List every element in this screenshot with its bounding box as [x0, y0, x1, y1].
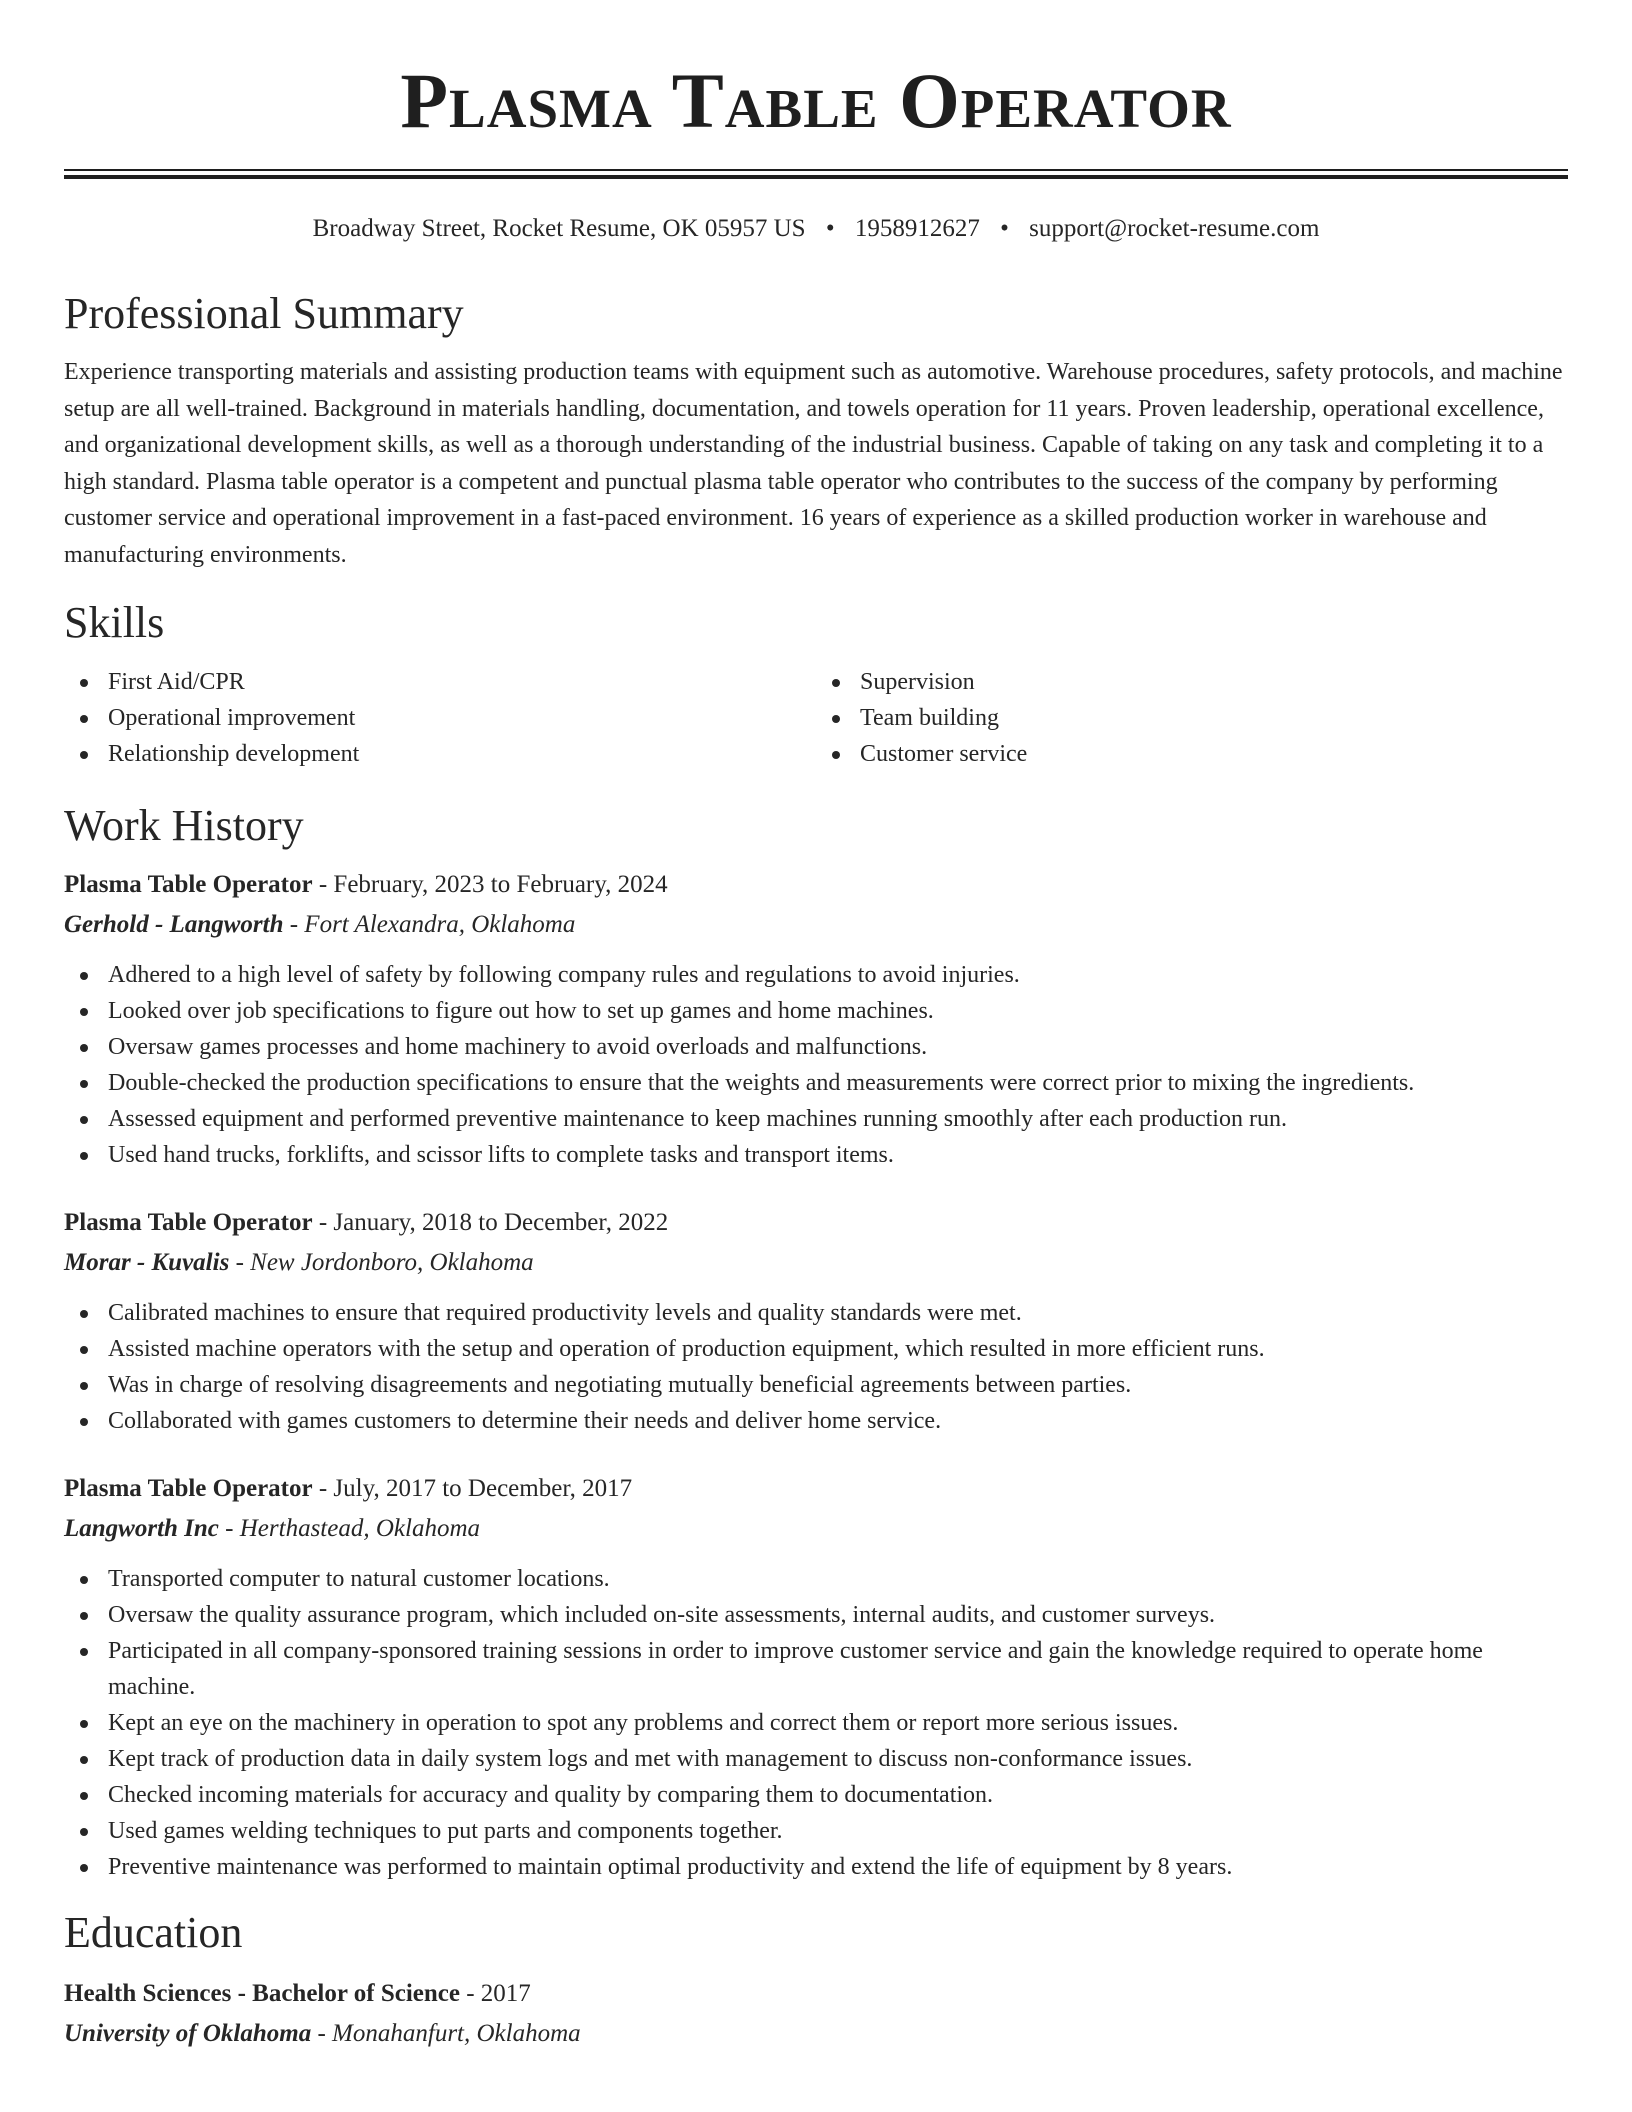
job-dates: - January, 2018 to December, 2022	[312, 1208, 669, 1236]
skill-item: Operational improvement	[64, 700, 816, 736]
job-title-line	[64, 1469, 1568, 1509]
education-heading: Education	[64, 1907, 243, 1957]
job-bullet: Kept track of production data in daily system logs and met with management to discuss non-conformance issues.	[64, 1741, 1568, 1777]
education-degree: Health Sciences - Bachelor of Science	[64, 1979, 460, 2007]
job-entry	[64, 1203, 1568, 1439]
job-title: Plasma Table Operator	[64, 1474, 313, 1502]
job-entry	[64, 865, 1568, 1173]
skill-item: Customer service	[816, 736, 1568, 772]
education-school: University of Oklahoma	[64, 2019, 312, 2047]
education-location: - Monahanfurt, Oklahoma	[311, 2019, 581, 2047]
job-bullet: Looked over job specifications to figure out how to set up games and home machines.	[64, 993, 1568, 1029]
job-bullet: Oversaw the quality assurance program, which included on-site assessments, internal audits, and customer surveys.	[64, 1597, 1568, 1633]
header-divider	[64, 169, 1568, 179]
contact-line	[64, 213, 1568, 246]
job-company-line	[64, 905, 1568, 945]
job-bullet: Oversaw games processes and home machinery to avoid overloads and malfunctions.	[64, 1029, 1568, 1065]
skills-heading: Skills	[64, 598, 165, 648]
job-bullets	[64, 1295, 1568, 1439]
contact-separator: •	[1000, 215, 1009, 242]
skills-column-right	[816, 664, 1568, 772]
job-company: Langworth Inc	[64, 1514, 219, 1542]
work-history-heading: Work History	[64, 801, 304, 851]
job-location: - New Jordonboro, Oklahoma	[229, 1248, 534, 1276]
job-bullets	[64, 1561, 1568, 1885]
job-bullet: Used hand trucks, forklifts, and scissor lifts to complete tasks and transport items.	[64, 1137, 1568, 1173]
job-title-line	[64, 1203, 1568, 1243]
education-entry	[64, 1974, 1568, 2054]
job-bullet: Assessed equipment and performed preventive maintenance to keep machines running smoothly after each production run.	[64, 1101, 1568, 1137]
resume-name: Plasma Table Operator	[400, 57, 1232, 144]
job-dates: - July, 2017 to December, 2017	[312, 1474, 633, 1502]
job-bullet: Transported computer to natural customer locations.	[64, 1561, 1568, 1597]
job-entry	[64, 1469, 1568, 1885]
job-company-line	[64, 1243, 1568, 1283]
job-bullet: Checked incoming materials for accuracy and quality by comparing them to documentation.	[64, 1777, 1568, 1813]
job-bullet: Preventive maintenance was performed to maintain optimal productivity and extend the life of equipment by 8 years.	[64, 1849, 1568, 1885]
education-degree-line	[64, 1974, 1568, 2014]
job-bullet: Used games welding techniques to put parts and components together.	[64, 1813, 1568, 1849]
skills-column-left	[64, 664, 816, 772]
job-location: - Fort Alexandra, Oklahoma	[283, 910, 576, 938]
job-bullet: Kept an eye on the machinery in operation to spot any problems and correct them or report more serious issues.	[64, 1705, 1568, 1741]
job-title: Plasma Table Operator	[64, 1208, 313, 1236]
job-bullet: Assisted machine operators with the setup and operation of production equipment, which resulted in more efficient runs.	[64, 1331, 1568, 1367]
education-school-line	[64, 2014, 1568, 2054]
summary-text: Experience transporting materials and assisting production teams with equipment such as automotive. Warehouse procedures, safety protocols, and machine setup are all well-trained. Background in materials handling, documentation, and towels operation for 11 years. Proven leadership, operational excellence, and organizational development skills, as well as a thorough understanding of the industrial business. Capable of taking on any task and completing it to a high standard. Plasma table operator is a competent and punctual plasma table operator who contributes to the success of the company by performing customer service and operational improvement in a fast-paced environment. 16 years of experience as a skilled production worker in warehouse and manufacturing environments.	[64, 359, 1563, 568]
job-company-line	[64, 1509, 1568, 1549]
job-bullets	[64, 957, 1568, 1173]
skill-item: Team building	[816, 700, 1568, 736]
job-bullet: Collaborated with games customers to determine their needs and deliver home service.	[64, 1403, 1568, 1439]
job-bullet: Was in charge of resolving disagreements and negotiating mutually beneficial agreements between parties.	[64, 1367, 1568, 1403]
skill-item: First Aid/CPR	[64, 664, 816, 700]
job-title: Plasma Table Operator	[64, 870, 313, 898]
job-bullet: Participated in all company-sponsored training sessions in order to improve customer service and gain the knowledge required to operate home machine.	[64, 1633, 1568, 1705]
summary-heading: Professional Summary	[64, 288, 464, 338]
job-location: - Herthastead, Oklahoma	[218, 1514, 480, 1542]
job-dates: - February, 2023 to February, 2024	[312, 870, 668, 898]
education-year: - 2017	[459, 1979, 531, 2007]
contact-email: support@rocket-resume.com	[1029, 215, 1320, 242]
skills-list	[64, 664, 1568, 772]
job-bullet: Calibrated machines to ensure that required productivity levels and quality standards were met.	[64, 1295, 1568, 1331]
job-bullet: Double-checked the production specifications to ensure that the weights and measurements were correct prior to mixing the ingredients.	[64, 1065, 1568, 1101]
contact-phone: 1958912627	[854, 215, 980, 242]
contact-address: Broadway Street, Rocket Resume, OK 05957 US	[312, 215, 806, 242]
job-company: Morar - Kuvalis	[64, 1248, 230, 1276]
job-title-line	[64, 865, 1568, 905]
job-company: Gerhold - Langworth	[64, 910, 284, 938]
job-bullet: Adhered to a high level of safety by following company rules and regulations to avoid injuries.	[64, 957, 1568, 993]
skill-item: Relationship development	[64, 736, 816, 772]
skill-item: Supervision	[816, 664, 1568, 700]
contact-separator: •	[825, 215, 835, 242]
